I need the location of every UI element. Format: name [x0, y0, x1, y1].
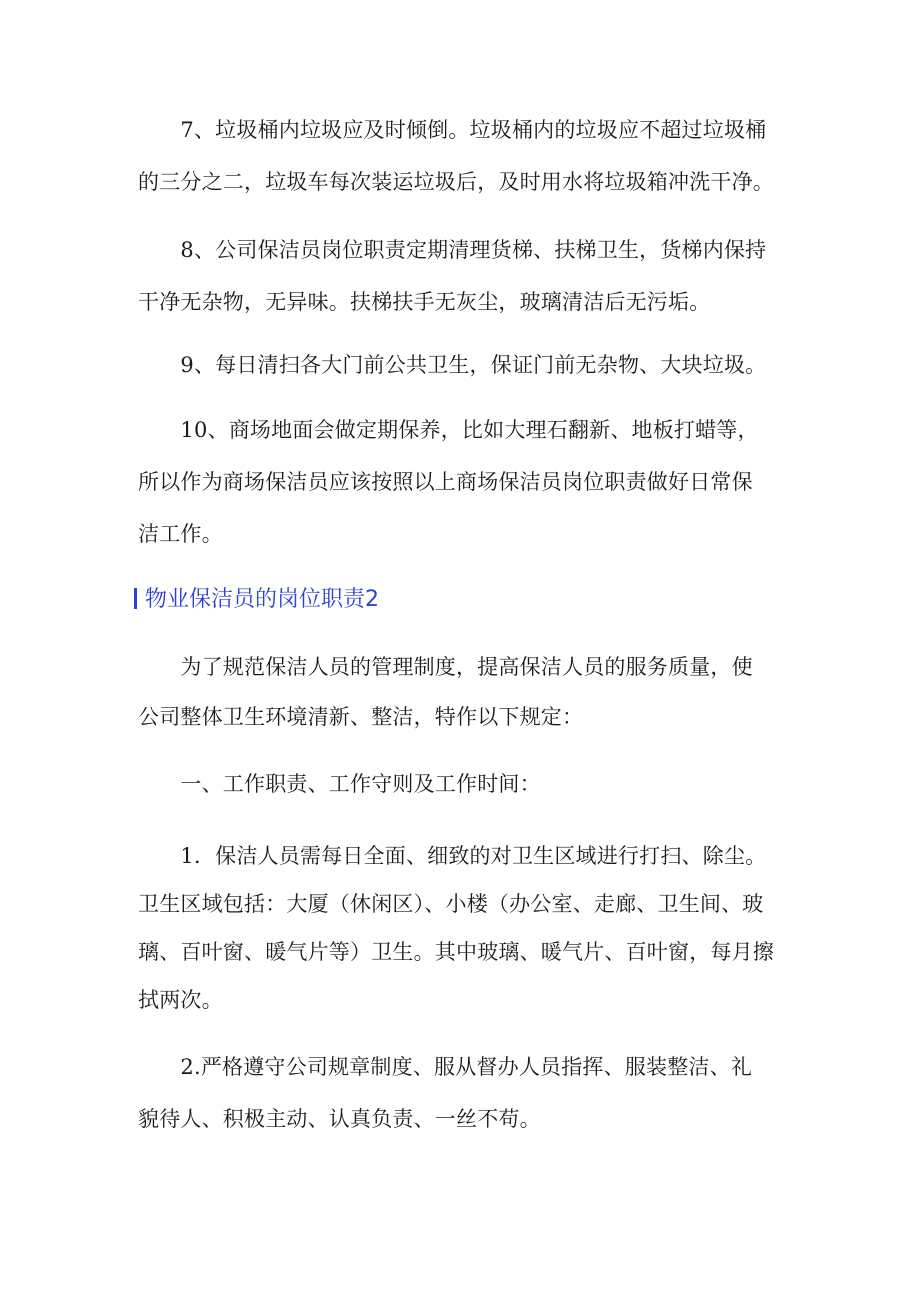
- text-line: 拭两次。: [138, 988, 223, 1012]
- text-line: 8、公司保洁员岗位职责定期清理货梯、扶梯卫生，货梯内保持: [138, 238, 767, 262]
- text-line: 10、商场地面会做定期保养，比如大理石翻新、地板打蜡等，: [138, 418, 759, 442]
- text-line: 所以作为商场保洁员应该按照以上商场保洁员岗位职责做好日常保: [138, 470, 753, 494]
- text-line: 洁工作。: [138, 522, 223, 546]
- text-line: 的三分之二，垃圾车每次装运垃圾后，及时用水将垃圾箱冲洗干净。: [138, 170, 774, 194]
- text-line: 为了规范保洁人员的管理制度，提高保洁人员的服务质量，使: [138, 655, 753, 679]
- section-heading: [134, 588, 379, 611]
- paragraph-rule-1: [138, 846, 788, 1014]
- section-heading-text: 物业保洁员的岗位职责2: [145, 587, 379, 612]
- paragraph-part-1-title: [138, 774, 788, 798]
- paragraph-item-9: [138, 355, 788, 379]
- text-line: 1．保洁人员需每日全面、细致的对卫生区域进行打扫、除尘。: [138, 844, 767, 868]
- text-line: 卫生区域包括：大厦（休闲区）、小楼（办公室、走廊、卫生间、玻: [138, 892, 764, 916]
- text-line: 2.严格遵守公司规章制度、服从督办人员指挥、服装整洁、礼: [138, 1055, 753, 1079]
- paragraph-item-8: [138, 240, 788, 316]
- paragraph-item-10: [138, 420, 788, 548]
- text-line: 7、垃圾桶内垃圾应及时倾倒。垃圾桶内的垃圾应不超过垃圾桶: [138, 118, 767, 142]
- paragraph-rule-2: [138, 1057, 788, 1133]
- text-line: 貌待人、积极主动、认真负责、一丝不苟。: [138, 1107, 541, 1131]
- text-line: 9、每日清扫各大门前公共卫生，保证门前无杂物、大块垃圾。: [138, 353, 767, 377]
- text-line: 璃、百叶窗、暖气片等）卫生。其中玻璃、暖气片、百叶窗，每月擦: [138, 940, 774, 964]
- text-line: 干净无杂物，无异味。扶梯扶手无灰尘，玻璃清洁后无污垢。: [138, 290, 711, 314]
- heading-bar: [134, 588, 137, 609]
- paragraph-item-7: [138, 120, 788, 196]
- paragraph-intro: [138, 657, 788, 731]
- text-line: 一、工作职责、工作守则及工作时间：: [138, 772, 541, 796]
- text-line: 公司整体卫生环境清新、整洁，特作以下规定：: [138, 705, 584, 729]
